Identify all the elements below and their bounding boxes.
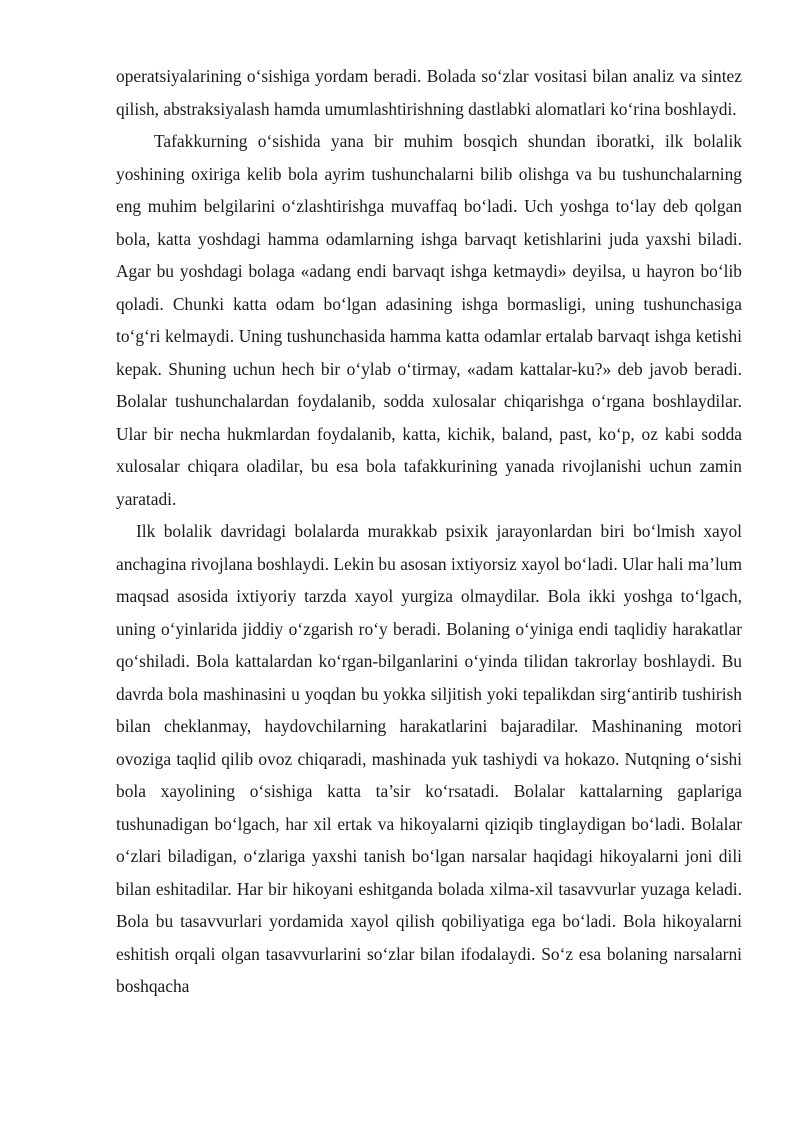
document-page	[116, 60, 742, 1003]
paragraph-thinking-development: Tafakkurning o‘sishida yana bir muhim bosqich shundan iboratki, ilk bolalik yoshining oxiriga kelib bola ayrim tushunchalarni bilib olishga va bu tushunchalarning eng muhim belgilarini o‘zlashtirishga muvaffaq bo‘ladi. Uch yoshga to‘lay deb qolgan bola, katta yoshdagi hamma odamlarning ishga barvaqt ketishlarini juda yaxshi biladi. Agar bu yoshdagi bolaga «adang endi barvaqt ishga ketmaydi» deyilsa, u hayron bo‘lib qoladi. Chunki katta odam bo‘lgan adasining ishga bormasligi, uning tushunchasiga to‘g‘ri kelmaydi. Uning tushunchasida hamma katta odamlar ertalab barvaqt ishga ketishi kepak. Shuning uchun hech bir o‘ylab o‘tirmay, «adam kattalar-ku?» deb javob beradi. Bolalar tushunchalardan foydalanib, sodda xulosalar chiqarishga o‘rgana boshlaydilar. Ular bir necha hukmlardan foydalanib, katta, kichik, baland, past, ko‘p, oz kabi sodda xulosalar chiqara oladilar, bu esa bola tafakkurining yanada rivojlanishi uchun zamin yaratadi.	[116, 131, 742, 509]
paragraph-continuation: operatsiyalarining o‘sishiga yordam beradi. Bolada so‘zlar vositasi bilan analiz va sintez qilish, abstraksiyalash hamda umumlashtirishning dastlabki alomatlari ko‘rina boshlaydi.	[116, 66, 742, 119]
paragraph-imagination: Ilk bolalik davridagi bolalarda murakkab psixik jarayonlardan biri bo‘lmish xayol anchagina rivojlana boshlaydi. Lekin bu asosan ixtiyorsiz xayol bo‘ladi. Ular hali ma’lum maqsad asosida ixtiyoriy tarzda xayol yurgiza olmaydilar. Bola ikki yoshga to‘lgach, uning o‘yinlarida jiddiy o‘zgarish ro‘y beradi. Bolaning o‘yiniga endi taqlidiy harakatlar qo‘shiladi. Bola kattalardan ko‘rgan-bilganlarini o‘yinda tilidan takrorlay boshlaydi. Bu davrda bola mashinasini u yoqdan bu yokka siljitish yoki tepalikdan sirg‘antirib tushirish bilan cheklanmay, haydovchilarning harakatlarini bajaradilar. Mashinaning motori ovoziga taqlid qilib ovoz chiqaradi, mashinada yuk tashiydi va hokazo. Nutqning o‘sishi bola xayolining o‘sishiga katta ta’sir ko‘rsatadi. Bolalar kattalarning gaplariga tushunadigan bo‘lgach, har xil ertak va hikoyalarni qiziqib tinglaydigan bo‘ladi. Bolalar o‘zlari biladigan, o‘zlariga yaxshi tanish bo‘lgan narsalar haqidagi hikoyalarni joni dili bilan eshitadilar. Har bir hikoyani eshitganda bolada xilma-xil tasavvurlar yuzaga keladi. Bola bu tasavvurlari yordamida xayol qilish qobiliyatiga ega bo‘ladi. Bola hikoyalarni eshitish orqali olgan tasavvurlarini so‘zlar bilan ifodalaydi. So‘z esa bolaning narsalarni boshqacha	[116, 521, 742, 996]
